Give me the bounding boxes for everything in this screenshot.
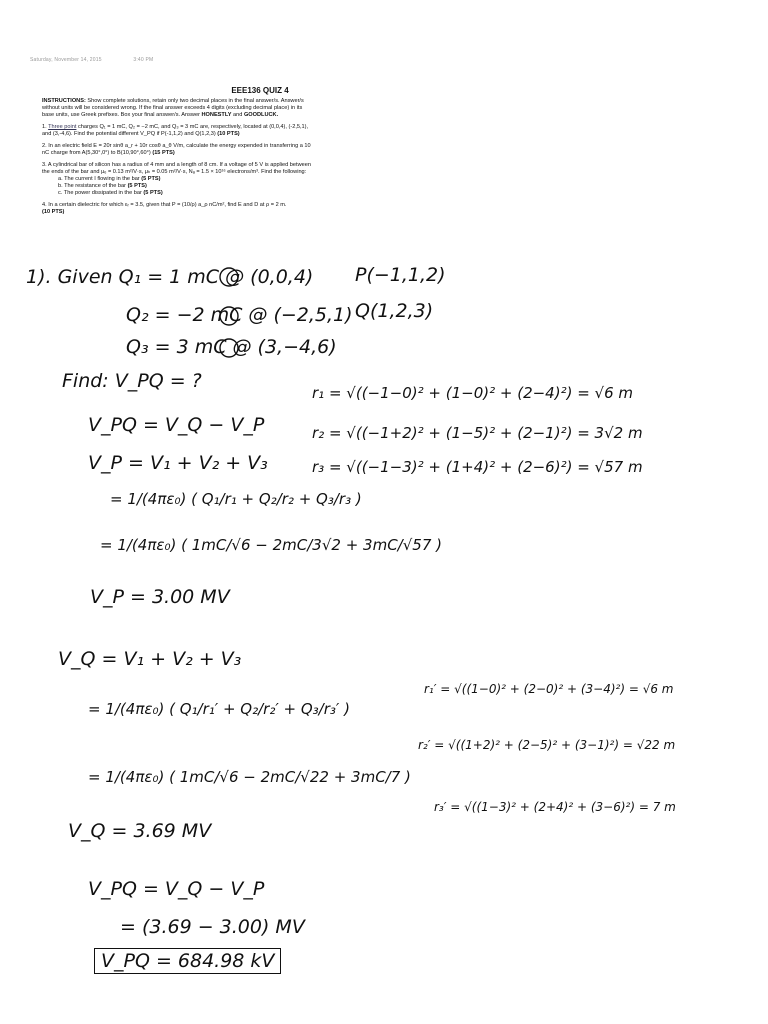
question-1-underlined: Three point bbox=[48, 124, 77, 130]
circle-mark-2 bbox=[220, 307, 238, 325]
vpq-calc-step1: V_PQ = V_Q − V_P bbox=[88, 878, 265, 900]
question-3c: c. The power dissipated in the bar (5 PTS) bbox=[58, 190, 163, 196]
vpq-definition: V_PQ = V_Q − V_P bbox=[88, 414, 265, 436]
circle-mark-3 bbox=[220, 339, 238, 357]
r2-prime-distance: r₂′ = √((1+2)² + (2−5)² + (3−1)²) = √22 m bbox=[418, 738, 676, 752]
question-3b: b. The resistance of the bar (5 PTS) bbox=[58, 183, 147, 189]
r1-distance: r₁ = √((−1−0)² + (1−0)² + (2−4)²) = √6 m bbox=[312, 384, 634, 402]
vq-formula: = 1/(4πε₀) ( Q₁/r₁′ + Q₂/r₂′ + Q₃/r₃′ ) bbox=[88, 700, 350, 718]
question-4-text: 4. In a certain dielectric for which εᵣ = 3.5, given that P = (10/ρ) a_ρ nC/m², find E and D at ρ = 2 m. bbox=[42, 202, 287, 208]
r3-distance: r₃ = √((−1−3)² + (1+4)² + (2−6)²) = √57 m bbox=[312, 458, 643, 476]
r3-prime-distance: r₃′ = √((1−3)² + (2+4)² + (3−6)²) = 7 m bbox=[434, 800, 676, 814]
timestamp-time: 3:40 PM bbox=[133, 57, 154, 63]
point-p: P(−1,1,2) bbox=[355, 264, 446, 286]
question-2-points: (15 PTS) bbox=[152, 150, 175, 156]
timestamp-date: Saturday, November 14, 2015 bbox=[30, 57, 102, 63]
given-charge-3: Q₃ = 3 mC @ (3,−4,6) bbox=[126, 336, 337, 358]
vp-formula: = 1/(4πε₀) ( Q₁/r₁ + Q₂/r₂ + Q₃/r₃ ) bbox=[110, 490, 362, 508]
given-charge-1: 1). Given Q₁ = 1 mC @ (0,0,4) bbox=[26, 266, 314, 288]
question-1-points: (10 PTS) bbox=[217, 131, 240, 137]
instructions-goodluck: GOODLUCK. bbox=[243, 112, 279, 118]
instructions-text: Show complete solutions, retain only two decimal places in the final answer/s. Answer/s without units will be considered wrong. If the final answer exceeds 4 digits (excluding decimal place) in its base units, use Greek prefixes. Box your final answer/s. Answer bbox=[42, 98, 304, 118]
question-3a: a. The current I flowing in the bar (5 PTS) bbox=[58, 176, 161, 182]
question-1-text: charges Q₁ = 1 mC, Q₂ = −2 mC, and Q₃ = 3 mC are, respectively, located at (0,0,4), (-2,5,1), and (3,-4,6). Find the potential different V_PQ if P(-1,1,2) and Q(1,2,3) bbox=[42, 124, 309, 137]
vp-sum: V_P = V₁ + V₂ + V₃ bbox=[88, 452, 268, 474]
vp-result: V_P = 3.00 MV bbox=[90, 586, 230, 608]
given-charge-2: Q₂ = −2 mC @ (−2,5,1) bbox=[126, 304, 353, 326]
instructions-honestly: HONESTLY bbox=[201, 112, 232, 118]
question-4-points: (10 PTS) bbox=[42, 209, 65, 215]
question-1-number: 1. bbox=[42, 124, 47, 130]
vq-substitution: = 1/(4πε₀) ( 1mC/√6 − 2mC/√22 + 3mC/7 ) bbox=[88, 768, 411, 786]
quiz-title: EEE136 QUIZ 4 bbox=[231, 86, 289, 95]
vp-substitution: = 1/(4πε₀) ( 1mC/√6 − 2mC/3√2 + 3mC/√57 ) bbox=[100, 536, 442, 554]
vq-result: V_Q = 3.69 MV bbox=[68, 820, 212, 842]
circle-mark-1 bbox=[220, 268, 238, 286]
question-3-text: 3. A cylindrical bar of silicon has a radius of 4 mm and a length of 8 cm. If a voltage of 5 V is applied between the ends of the bar and μₑ = 0.13 m²/V·s, μₕ = 0.05 m²/V·s, Nₐ = 1.5 × 10¹⁶ electrons/m³. Find the following: bbox=[42, 162, 311, 175]
vpq-calc-step2: = (3.69 − 3.00) MV bbox=[120, 916, 305, 938]
question-2-text: 2. In an electric field E = 20r sinθ a_r + 10r cosθ a_θ V/m, calculate the energy expended in transferring a 10 nC charge from A(5,30°,0°) to B(10,90°,60°) bbox=[42, 143, 311, 156]
point-q: Q(1,2,3) bbox=[355, 300, 434, 322]
r1-prime-distance: r₁′ = √((1−0)² + (2−0)² + (3−4)²) = √6 m bbox=[424, 682, 674, 696]
instructions-and: and bbox=[233, 112, 243, 118]
vq-sum: V_Q = V₁ + V₂ + V₃ bbox=[58, 648, 242, 670]
find-line: Find: V_PQ = ? bbox=[62, 370, 202, 392]
r2-distance: r₂ = √((−1+2)² + (1−5)² + (2−1)²) = 3√2 m bbox=[312, 424, 643, 442]
instructions-lead: INSTRUCTIONS: bbox=[42, 98, 86, 104]
final-answer-box: V_PQ = 684.98 kV bbox=[94, 948, 281, 974]
